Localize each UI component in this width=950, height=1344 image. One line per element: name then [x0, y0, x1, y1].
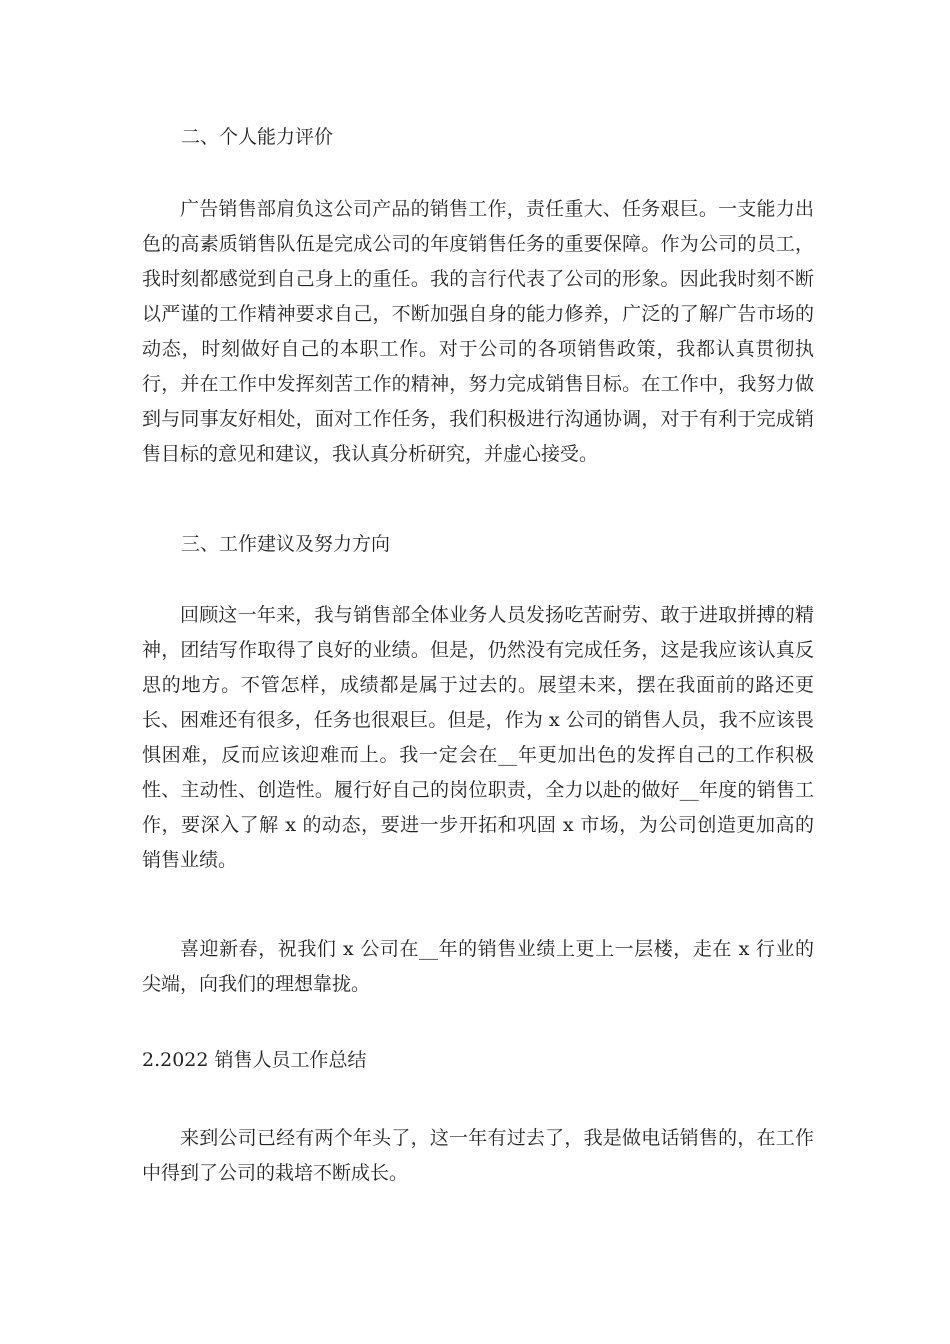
- section-title-2022-summary: 2.2022 销售人员工作总结: [142, 1049, 367, 1071]
- section-heading-ability: 二、个人能力评价: [181, 126, 334, 148]
- paragraph-intro-summary: 来到公司已经有两个年头了，这一年有过去了，我是做电话销售的，在工作中得到了公司的栽培不断成长。: [142, 1127, 814, 1184]
- paragraph-new-year-wish: 喜迎新春，祝我们 x 公司在__年的销售业绩上更上一层楼，走在 x 行业的尖端，向我们的理想靠拢。: [142, 938, 814, 995]
- paragraph-review: 回顾这一年来，我与销售部全体业务人员发扬吃苦耐劳、敢于进取拼搏的精神，团结写作取得了良好的业绩。但是，仍然没有完成任务，这是我应该认真反思的地方。不管怎样，成绩都是属于过去的。展望未来，摆在我面前的路还更长、困难还有很多，任务也很艰巨。但是，作为 x 公司的销售人员，我不应该畏惧困难，反而应该迎难而上。我一定会在__年更加出色的发挥自己的工作积极性、主动性、创造性。履行好自己的岗位职责，全力以赴的做好__年度的销售工作，要深入了解 x 的动态，要进一步开拓和巩固 x 市场，为公司创造更加高的销售业绩。: [142, 604, 814, 871]
- section-heading-suggestions: 三、工作建议及努力方向: [181, 533, 391, 555]
- paragraph-ability: 广告销售部肩负这公司产品的销售工作，责任重大、任务艰巨。一支能力出色的高素质销售队伍是完成公司的年度销售任务的重要保障。作为公司的员工，我时刻都感觉到自己身上的重任。我的言行代表了公司的形象。因此我时刻不断以严谨的工作精神要求自己，不断加强自身的能力修养，广泛的了解广告市场的动态，时刻做好自己的本职工作。对于公司的各项销售政策，我都认真贯彻执行，并在工作中发挥刻苦工作的精神，努力完成销售目标。在工作中，我努力做到与同事友好相处，面对工作任务，我们积极进行沟通协调，对于有利于完成销售目标的意见和建议，我认真分析研究，并虚心接受。: [142, 198, 814, 465]
